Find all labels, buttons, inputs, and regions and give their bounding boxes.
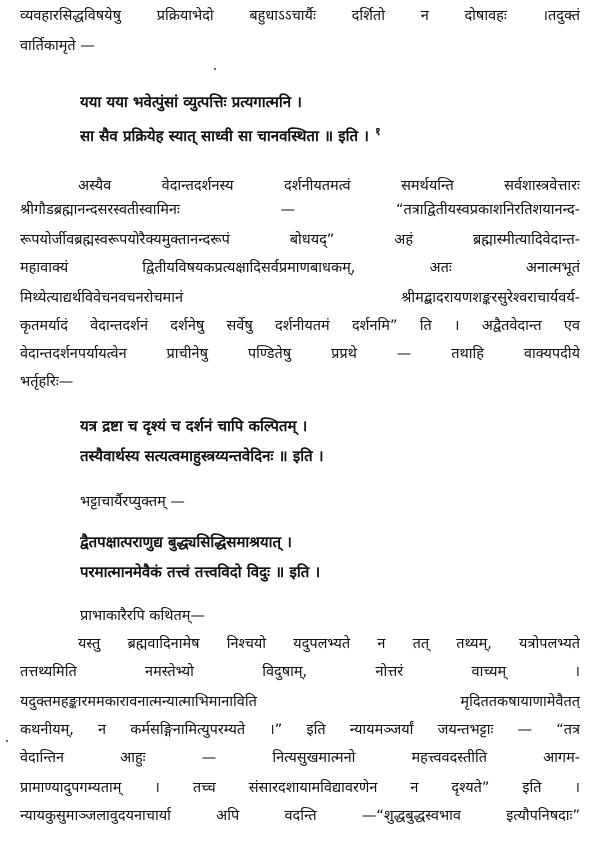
scan-speck (214, 68, 216, 70)
text-line: वार्तिकामृते — (20, 38, 95, 54)
text-line: प्रामाण्यादुपगम्यताम् । तच्च संसारदशायामविद्यावरणेन न दृश्यते” इति । (20, 780, 580, 796)
footnote-marker: १ (374, 125, 381, 138)
verse-line: यया यया भवेत्पुंसां व्युत्पत्तिः प्रत्यगात्मनि । (80, 93, 302, 111)
text-line: यदुक्तमहङ्कारममकारावनात्मन्यात्माभिमानाविति मृदिततकषायाणामेवैतत् (20, 694, 580, 710)
text-line: यस्तु ब्रह्मवादिनामेष निश्चयो यदुपलभ्यते न तत् तथ्यम्, यत्रोपलभ्यते (78, 636, 580, 652)
verse-text: सा सैव प्रक्रियेह स्यात् साध्वी सा चानवस्थिता ॥ इति । (80, 127, 369, 145)
text-line: अस्यैव वेदान्तदर्शनस्य दर्शनीयतमत्वं समर्थयन्ति सर्वशास्त्रवेत्तारः (78, 178, 580, 194)
text-line: श्रीगौडब्रह्मानन्दसरस्वतीस्वामिनः — “तत्राद्वितीयस्वप्रकाशनिरतिशयानन्द- (20, 202, 580, 218)
text-line: वेदान्तिन आहुः — नित्यसुखमात्मनो महत्त्ववदस्तीति आगम- (20, 750, 580, 766)
scan-speck (6, 740, 8, 742)
text-line: मिथ्येत्याद्यर्थविवेचनवचनरोचमानं श्रीमद्बादरायणशङ्करसुरेश्वराचार्यवर्य- (20, 290, 580, 306)
verse-line: द्वैतपक्षात्पराणुद्य बुद्ध्यसिद्धिसमाश्रयात् । (80, 533, 292, 551)
text-line: प्राभाकारैरपि कथितम्— (80, 608, 205, 624)
text-line: व्यवहारसिद्धविषयेषु प्रक्रियाभेदो बहुधाऽऽचार्यैः दर्शितो न दोषावहः ।तदुक्तं (20, 8, 580, 24)
text-line: तत्तथ्यमिति नमस्तेभ्यो विदुषाम्, नोत्तरं वाच्यम् । (20, 664, 580, 680)
verse-line: तस्यैवार्थस्य सत्यत्वमाहुस्त्रय्यन्तवेदिनः ॥ इति । (80, 447, 324, 465)
text-line: कृतमर्यादं वेदान्तदर्शनं दर्शनेषु सर्वेषु दर्शनीयतमं दर्शनमि” ति । अद्वैतवेदान्त एव (20, 318, 580, 334)
text-line: न्यायकुसुमाञ्जलावुदयनाचार्या अपि वदन्ति —“शुद्धबुद्धस्वभाव इत्यौपनिषदाः” (20, 808, 580, 824)
verse-line: परमात्मानमेवैकं तत्त्वं तत्त्वविदो विदुः ॥ इति । (80, 563, 321, 581)
text-line: महावाक्यं द्वितीयविषयकप्रत्यक्षादिसर्वप्रमाणबाधकम्, अतः अनात्मभूतं (20, 260, 580, 276)
text-line: रूपयोर्जीवब्रह्मस्वरूपयोरैक्यमुक्तानन्दरूपं बोधयद्” अहं ब्रह्मास्मीत्यादिवेदान्त- (20, 232, 580, 248)
verse-line: यत्र द्रष्टा च दृश्यं च दर्शनं चापि कल्पितम् । (80, 417, 308, 435)
text-line: वेदान्तदर्शनपर्यायत्वेन प्राचीनेषु पण्डितेषु प्रप्रथे — तथाहि वाक्यपदीये (20, 346, 580, 362)
text-line: भर्तृहरिः— (20, 374, 74, 390)
text-line: कथनीयम्, न कर्मसङ्गिनामित्युपरम्यते ।” इति न्यायमञ्जर्यां जयन्तभट्टाः — “तत्र (20, 722, 580, 738)
text-line: भट्टाचार्यैरप्युक्तम् — (80, 494, 185, 510)
verse-line (80, 122, 560, 146)
